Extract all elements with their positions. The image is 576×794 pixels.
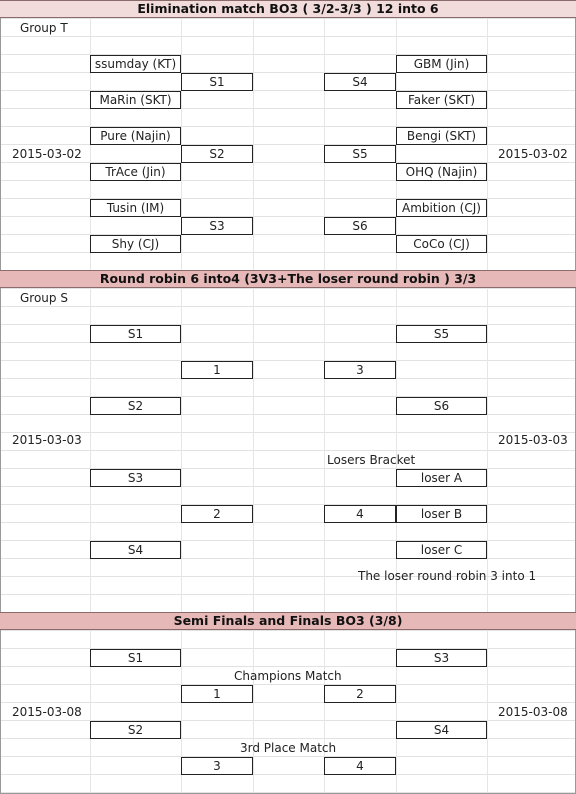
slot-box: S2 <box>181 145 253 163</box>
player-box: CoCo (CJ) <box>396 235 487 253</box>
section-header-elimination: Elimination match BO3 ( 3/2-3/3 ) 12 into 6 <box>0 0 576 18</box>
match-box: 3 <box>324 361 396 379</box>
match-box: 2 <box>181 505 253 523</box>
date-left-2015-03-08: 2015-03-08 <box>12 705 82 719</box>
player-box: Tusin (IM) <box>90 199 181 217</box>
loser-box: loser A <box>396 469 487 487</box>
match-box: 2 <box>324 685 396 703</box>
seed-box: S5 <box>396 325 487 343</box>
player-box: Pure (Najin) <box>90 127 181 145</box>
player-box: Faker (SKT) <box>396 91 487 109</box>
date-right-2015-03-08: 2015-03-08 <box>498 705 568 719</box>
player-box: TrAce (Jin) <box>90 163 181 181</box>
date-left-2015-03-02: 2015-03-02 <box>12 147 82 161</box>
seed-box: S1 <box>90 325 181 343</box>
date-left-2015-03-03: 2015-03-03 <box>12 433 82 447</box>
match-box: 1 <box>181 361 253 379</box>
section-header-finals: Semi Finals and Finals BO3 (3/8) <box>0 612 576 630</box>
date-right-2015-03-02: 2015-03-02 <box>498 147 568 161</box>
loser-round-robin-note: The loser round robin 3 into 1 <box>358 569 537 583</box>
losers-bracket-label: Losers Bracket <box>327 453 416 467</box>
player-box: MaRin (SKT) <box>90 91 181 109</box>
seed-box: S1 <box>90 649 181 667</box>
slot-box: S3 <box>181 217 253 235</box>
seed-box: S3 <box>90 469 181 487</box>
slot-box: S6 <box>324 217 396 235</box>
seed-box: S2 <box>90 721 181 739</box>
seed-box: S3 <box>396 649 487 667</box>
seed-box: S4 <box>90 541 181 559</box>
player-box: Shy (CJ) <box>90 235 181 253</box>
slot-box: S1 <box>181 73 253 91</box>
loser-box: loser B <box>396 505 487 523</box>
third-place-match-label: 3rd Place Match <box>240 741 337 755</box>
player-box: GBM (Jin) <box>396 55 487 73</box>
champions-match-label: Champions Match <box>234 669 342 683</box>
slot-box: S5 <box>324 145 396 163</box>
match-box: 3 <box>181 757 253 775</box>
seed-box: S2 <box>90 397 181 415</box>
player-box: Bengi (SKT) <box>396 127 487 145</box>
date-right-2015-03-03: 2015-03-03 <box>498 433 568 447</box>
slot-box: S4 <box>324 73 396 91</box>
section-header-round-robin: Round robin 6 into4 (3V3+The loser round robin ) 3/3 <box>0 270 576 288</box>
player-box: OHQ (Najin) <box>396 163 487 181</box>
player-box: ssumday (KT) <box>90 55 181 73</box>
loser-box: loser C <box>396 541 487 559</box>
group-t-label: Group T <box>20 21 68 35</box>
seed-box: S6 <box>396 397 487 415</box>
player-box: Ambition (CJ) <box>396 199 487 217</box>
seed-box: S4 <box>396 721 487 739</box>
group-s-label: Group S <box>20 291 68 305</box>
match-box: 1 <box>181 685 253 703</box>
match-box: 4 <box>324 757 396 775</box>
match-box: 4 <box>324 505 396 523</box>
